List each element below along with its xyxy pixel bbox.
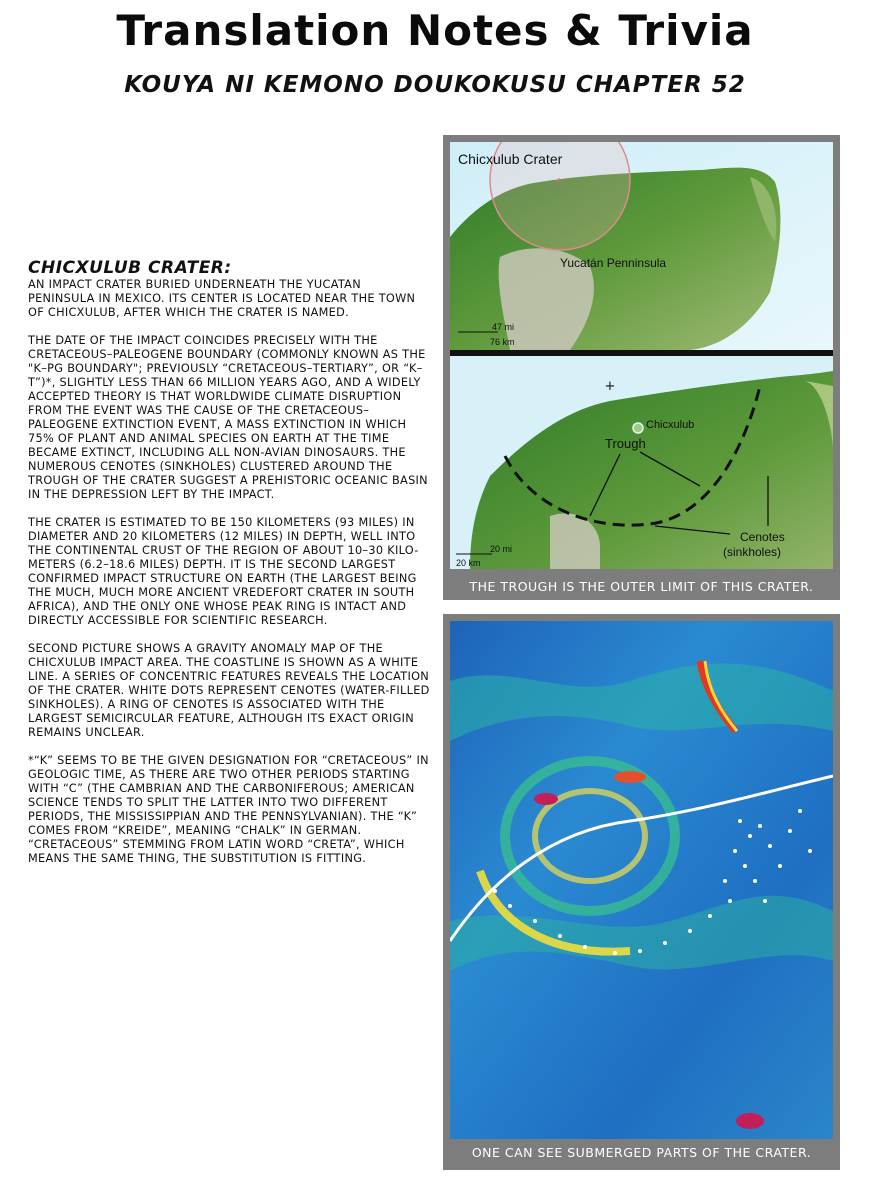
- map-label-cenotes-sub: (sinkholes): [723, 545, 782, 559]
- scale-km: 76 km: [490, 337, 515, 347]
- page-title: Translation Notes & Trivia: [116, 6, 754, 55]
- svg-text:+: +: [554, 176, 564, 187]
- scale-miles-2: 20 mi: [490, 544, 513, 554]
- map-yucatan-overview: [450, 142, 833, 350]
- figure-gravity-map: [443, 614, 840, 1170]
- map-label-center: Chicxulub: [646, 419, 695, 431]
- scale-miles: 47 mi: [492, 322, 515, 332]
- map-label-peninsula: Yucatán Penninsula: [560, 256, 667, 270]
- notes-paragraph: THE CRATER IS ESTIMATED TO BE 150 KILOMETERS (93 MILES) IN DIAMETER AND 20 KILOMETERS (12 MILES) IN DEPTH, WELL INTO THE CONTINENTAL CRUST OF THE REGION OF ABOUT 10–30 KILO-METERS (6.2–18.6 MILES) DEPTH. IT IS THE SECOND LARGEST CONFIRMED IMPACT STRUCTURE ON EARTH (THE LARGEST BEING THE MUCH, MUCH MORE ANCIENT VREDEFORT CRATER IN SOUTH AFRICA), AND THE ONLY ONE WHOSE PEAK RING IS INTACT AND DIRECTLY ACCESSIBLE FOR SCIENTIFIC RESEARCH.: [28, 516, 419, 627]
- scale-km-2: 20 km: [456, 558, 481, 568]
- map-label-crater: Chicxulub Crater: [458, 151, 563, 167]
- notes-paragraph: AN IMPACT CRATER BURIED UNDERNEATH THE YUCATAN PENINSULA IN MEXICO. ITS CENTER IS LOCATED NEAR THE TOWN OF CHICXULUB, AFTER WHICH THE CRATER IS NAMED.: [28, 278, 416, 319]
- notes-paragraph: SECOND PICTURE SHOWS A GRAVITY ANOMALY MAP OF THE CHICXULUB IMPACT AREA. THE COASTLINE IS SHOWN AS A WHITE LINE. A SERIES OF CONCENTRIC FEATURES REVEALS THE LOCATION OF THE CRATER. WHITE DOTS REPRESENT CENOTES (WATER-FILLED SINKHOLES). A RING OF CENOTES IS ASSOCIATED WITH THE LARGEST SEMICIRCULAR FEATURE, ALTHOUGH ITS EXACT ORIGIN REMAINS UNCLEAR.: [28, 642, 430, 739]
- notes-heading: CHICXULUB CRATER:: [28, 258, 232, 278]
- map-crater-detail: [450, 356, 833, 569]
- notes-section: [28, 258, 430, 880]
- gravity-anomaly-map: [450, 621, 833, 1139]
- map-label-cenotes: Cenotes: [740, 530, 785, 544]
- page-subtitle: KOUYA NI KEMONO DOUKOKUSU CHAPTER 52: [124, 72, 746, 98]
- figure1-caption: THE TROUGH IS THE OUTER LIMIT OF THIS CRATER.: [469, 579, 814, 594]
- notes-paragraph: *“K” SEEMS TO BE THE GIVEN DESIGNATION FOR “CRETACEOUS” IN GEOLOGIC TIME, AS THERE ARE TWO OTHER PERIODS STARTING WITH “C” (THE CAMBRIAN AND THE CARBONIFEROUS; AMERICAN SCIENCE TENDS TO SPLIT THE LATTER INTO TWO DIFFERENT PERIODS, THE MISSISSIPPIAN AND THE PENNSYLVANIAN). THE “K” COMES FROM “KREIDE”, MEANING “CHALK” IN GERMAN. “CRETACEOUS” STEMMING FROM LATIN WORD “CRETA”, WHICH MEANS THE SAME THING, THE SUBSTITUTION IS FITTING.: [28, 754, 429, 865]
- map-label-trough: Trough: [605, 436, 646, 451]
- figure-satellite-maps: [443, 135, 840, 600]
- svg-text:+: +: [604, 379, 616, 394]
- figure2-caption: ONE CAN SEE SUBMERGED PARTS OF THE CRATER.: [471, 1145, 812, 1160]
- chicxulub-marker: [633, 423, 643, 433]
- notes-paragraph: THE DATE OF THE IMPACT COINCIDES PRECISELY WITH THE CRETACEOUS–PALEOGENE BOUNDARY (COMMONLY KNOWN AS THE "K–PG BOUNDARY"; PREVIOUSLY “CRETACEOUS–TERTIARY”, OR “K–T”)*, SLIGHTLY LESS THAN 66 MILLION YEARS AGO, AND A WIDELY ACCEPTED THEORY IS THAT WORLDWIDE CLIMATE DISRUPTION FROM THE EVENT WAS THE CAUSE OF THE CRETACEOUS–PALEOGENE EXTINCTION EVENT, A MASS EXTINCTION IN WHICH 75% OF PLANT AND ANIMAL SPECIES ON EARTH AT THE TIME BECAME EXTINCT, INCLUDING ALL NON-AVIAN DINOSAURS. THE NUMEROUS CENOTES (SINKHOLES) CLUSTERED AROUND THE TROUGH OF THE CRATER SUGGEST A PREHISTORIC OCEANIC BASIN IN THE DEPRESSION LEFT BY THE IMPACT.: [28, 334, 428, 501]
